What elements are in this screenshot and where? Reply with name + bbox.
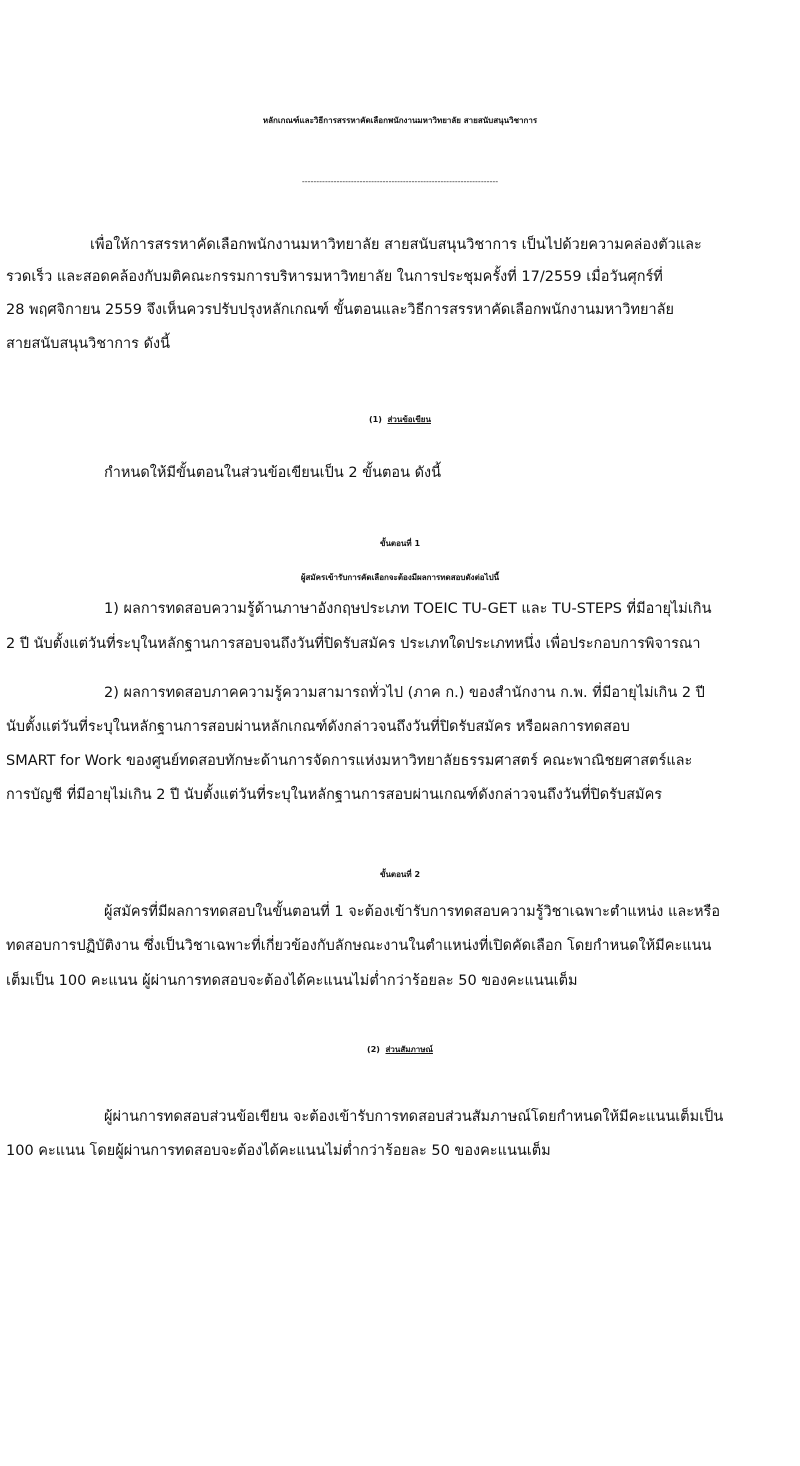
step1-item2-line-4: การบัญชี ที่มีอายุไม่เกิน 2 ปี นับตั้งแต่วันที่ระบุในหลักฐานการสอบผ่านเกณฑ์ดังกล่าวจนถึงวันที่ปิดรับสมัคร [6,787,663,803]
step2-line-3: เต็มเป็น 100 คะแนน ผู้ผ่านการทดสอบจะต้องได้คะแนนไม่ต่ำกว่าร้อยละ 50 ของคะแนนเต็ม [6,973,578,989]
intro-line-4: สายสนับสนุนวิชาการ ดังนี้ [6,336,170,352]
section1-heading [0,410,800,430]
document-title: หลักเกณฑ์และวิธีการสรรหาคัดเลือกพนักงานมหาวิทยาลัย สายสนับสนุนวิชาการ [262,116,538,125]
section2-line-1: ผู้ผ่านการทดสอบส่วนข้อเขียน จะต้องเข้ารับการทดสอบส่วนสัมภาษณ์โดยกำหนดให้มีคะแนนเต็มเป็น [104,1109,724,1125]
section2-number: (2) [367,1045,380,1054]
step1-item2-line-2: นับตั้งแต่วันที่ระบุในหลักฐานการสอบผ่านหลักเกณฑ์ดังกล่าวจนถึงวันที่ปิดรับสมัคร หรือผลการทดสอบ [6,719,630,735]
step1-heading: ขั้นตอนที่ 1 [379,539,421,548]
intro-line-3: 28 พฤศจิกายน 2559 จึงเห็นควรปรับปรุงหลักเกณฑ์ ขั้นตอนและวิธีการสรรหาคัดเลือกพนักงานมหาวิทยาลัย [6,302,675,318]
step1-subheading: ผู้สมัครเข้ารับการคัดเลือกจะต้องมีผลการทดสอบดังต่อไปนี้ [300,573,500,582]
section1-title: ส่วนข้อเขียน [387,415,431,424]
step1-item2-line-3: SMART for Work ของศูนย์ทดสอบทักษะด้านการจัดการแห่งมหาวิทยาลัยธรรมศาสตร์ คณะพาณิชยศาสตร์และ [6,753,693,769]
intro-line-1: เพื่อให้การสรรหาคัดเลือกพนักงานมหาวิทยาลัย สายสนับสนุนวิชาการ เป็นไปด้วยความคล่องตัวและ [90,237,702,253]
section1-text: กำหนดให้มีขั้นตอนในส่วนข้อเขียนเป็น 2 ขั้นตอน ดังนี้ [104,465,442,481]
step1-item1-line-2: 2 ปี นับตั้งแต่วันที่ระบุในหลักฐานการสอบจนถึงวันที่ปิดรับสมัคร ประเภทใดประเภทหนึ่ง เพื่อประกอบการพิจารณา [6,636,701,652]
section1-number: (1) [369,415,382,424]
step2-heading: ขั้นตอนที่ 2 [379,870,421,879]
step1-item1-line-1: 1) ผลการทดสอบความรู้ด้านภาษาอังกฤษประเภท TOEIC TU-GET และ TU-STEPS ที่มีอายุไม่เกิน [104,601,712,617]
step1-item2-line-1: 2) ผลการทดสอบภาคความรู้ความสามารถทั่วไป (ภาค ก.) ของสำนักงาน ก.พ. ที่มีอายุไม่เกิน 2 ปี [104,685,705,701]
section2-title: ส่วนสัมภาษณ์ [385,1045,433,1054]
step2-line-1: ผู้สมัครที่มีผลการทดสอบในขั้นตอนที่ 1 จะต้องเข้ารับการทดสอบความรู้วิชาเฉพาะตำแหน่ง และหรือ [104,904,721,920]
section2-heading [0,1040,800,1060]
section2-line-2: 100 คะแนน โดยผู้ผ่านการทดสอบจะต้องได้คะแนนไม่ต่ำกว่าร้อยละ 50 ของคะแนนเต็ม [6,1143,551,1159]
title-separator: -------------------------------------------------------------------- [301,177,499,186]
intro-line-2: รวดเร็ว และสอดคล้องกับมติคณะกรรมการบริหารมหาวิทยาลัย ในการประชุมครั้งที่ 17/2559 เมื่อวันศุกร์ที่ [6,269,663,285]
step2-line-2: ทดสอบการปฏิบัติงาน ซึ่งเป็นวิชาเฉพาะที่เกี่ยวข้องกับลักษณะงานในตำแหน่งที่เปิดคัดเลือก โดยกำหนดให้มีคะแนน [6,938,712,954]
